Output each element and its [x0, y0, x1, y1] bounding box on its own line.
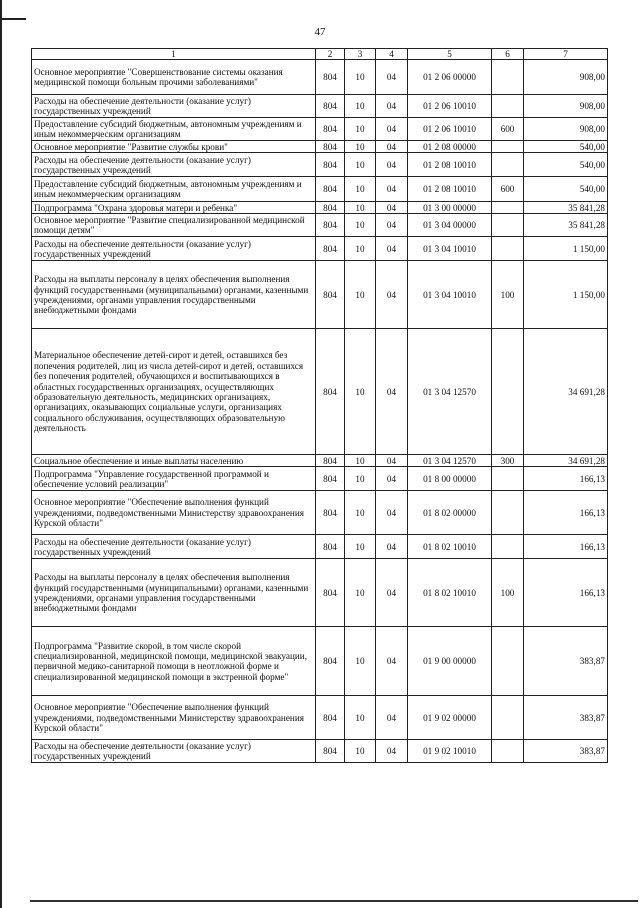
- row-description: Подпрограмма "Развитие скорой, в том числе скорой специализированной, медицинской помощи, медицинской эвакуации, первичной медико-санитарной помощи в неотложной форме и специализированной медицинской помощи в экстренной форме": [32, 627, 316, 696]
- row-expense-type: [492, 740, 524, 763]
- row-section: 10: [345, 740, 376, 763]
- row-target-code: 01 2 06 00000: [408, 60, 492, 95]
- row-subsection: 04: [376, 455, 408, 467]
- row-ministry-code: 804: [316, 237, 345, 261]
- row-target-code: 01 8 02 10010: [408, 559, 492, 627]
- header-row: [32, 49, 608, 60]
- row-description: Основное мероприятие "Обеспечение выполнения функций учреждениями, подведомственными Министерству здравоохранения Курской области": [32, 491, 316, 535]
- row-subsection: 04: [376, 261, 408, 329]
- row-target-code: 01 3 04 10010: [408, 237, 492, 261]
- row-expense-type: [492, 627, 524, 696]
- table-row: [32, 177, 608, 202]
- row-subsection: 04: [376, 491, 408, 535]
- row-expense-type: [492, 491, 524, 535]
- row-target-code: 01 9 02 00000: [408, 696, 492, 740]
- row-ministry-code: 804: [316, 261, 345, 329]
- header-col-5: 5: [408, 49, 492, 60]
- row-subsection: 04: [376, 153, 408, 177]
- row-target-code: 01 2 06 10010: [408, 95, 492, 118]
- header-col-4: 4: [376, 49, 408, 60]
- row-amount: 1 150,00: [524, 237, 608, 261]
- row-amount: 166,13: [524, 467, 608, 491]
- row-subsection: 04: [376, 95, 408, 118]
- row-ministry-code: 804: [316, 60, 345, 95]
- row-target-code: 01 3 04 12570: [408, 455, 492, 467]
- row-description: Подпрограмма "Охрана здоровья матери и ребенка": [32, 202, 316, 214]
- row-ministry-code: 804: [316, 696, 345, 740]
- header-col-3: 3: [345, 49, 376, 60]
- row-section: 10: [345, 696, 376, 740]
- row-expense-type: 600: [492, 118, 524, 141]
- row-amount: 540,00: [524, 153, 608, 177]
- header-col-6: 6: [492, 49, 524, 60]
- row-subsection: 04: [376, 177, 408, 202]
- row-description: Расходы на выплаты персоналу в целях обеспечения выполнения функций государственными (муниципальными) органами, казенными учреждениями, органами управления государственными внебюджетными фондами: [32, 261, 316, 329]
- page-number: 47: [314, 26, 326, 38]
- row-section: 10: [345, 455, 376, 467]
- table-row: [32, 491, 608, 535]
- row-description: Материальное обеспечение детей-сирот и детей, оставшихся без попечения родителей, лиц из числа детей-сирот и детей, оставшихся без попечения родителей, обучающихся и воспитывающихся в областных государственных организациях, осуществляющих образовательную деятельность, медицинских организациях, организациях, оказывающих социальные услуги, организациях социального обслуживания, осуществляющих образовательную деятельность: [32, 329, 316, 455]
- row-expense-type: [492, 535, 524, 559]
- row-amount: 35 841,28: [524, 214, 608, 237]
- table-row: [32, 141, 608, 153]
- row-section: 10: [345, 214, 376, 237]
- row-description: Расходы на обеспечение деятельности (оказание услуг) государственных учреждений: [32, 153, 316, 177]
- row-expense-type: [492, 329, 524, 455]
- row-subsection: 04: [376, 535, 408, 559]
- row-description: Расходы на обеспечение деятельности (оказание услуг) государственных учреждений: [32, 740, 316, 763]
- row-section: 10: [345, 467, 376, 491]
- row-target-code: 01 3 04 00000: [408, 214, 492, 237]
- row-description: Основное мероприятие "Развитие специализированной медицинской помощи детям": [32, 214, 316, 237]
- row-amount: 34 691,28: [524, 329, 608, 455]
- row-expense-type: [492, 237, 524, 261]
- row-expense-type: [492, 95, 524, 118]
- row-amount: 540,00: [524, 177, 608, 202]
- row-ministry-code: 804: [316, 491, 345, 535]
- row-description: Расходы на обеспечение деятельности (оказание услуг) государственных учреждений: [32, 95, 316, 118]
- table-row: [32, 535, 608, 559]
- row-description: Предоставление субсидий бюджетным, автономным учреждениям и иным некоммерческим организациям: [32, 118, 316, 141]
- table-row: [32, 95, 608, 118]
- row-target-code: 01 2 08 10010: [408, 153, 492, 177]
- row-section: 10: [345, 95, 376, 118]
- row-amount: 908,00: [524, 95, 608, 118]
- row-target-code: 01 9 02 10010: [408, 740, 492, 763]
- row-expense-type: [492, 214, 524, 237]
- table-row: [32, 329, 608, 455]
- row-subsection: 04: [376, 118, 408, 141]
- table-row: [32, 214, 608, 237]
- table-row: [32, 559, 608, 627]
- table-row: [32, 60, 608, 95]
- row-description: Предоставление субсидий бюджетным, автономным учреждениям и иным некоммерческим организациям: [32, 177, 316, 202]
- row-section: 10: [345, 237, 376, 261]
- row-ministry-code: 804: [316, 740, 345, 763]
- row-ministry-code: 804: [316, 467, 345, 491]
- row-amount: 383,87: [524, 627, 608, 696]
- budget-table: [31, 48, 608, 763]
- row-subsection: 04: [376, 141, 408, 153]
- row-subsection: 04: [376, 60, 408, 95]
- row-expense-type: 100: [492, 559, 524, 627]
- row-description: Расходы на обеспечение деятельности (оказание услуг) государственных учреждений: [32, 535, 316, 559]
- row-section: 10: [345, 177, 376, 202]
- scan-bottom-edge: [30, 900, 638, 902]
- row-ministry-code: 804: [316, 177, 345, 202]
- row-section: 10: [345, 329, 376, 455]
- header-col-1: 1: [32, 49, 316, 60]
- row-amount: 383,87: [524, 740, 608, 763]
- row-target-code: 01 3 00 00000: [408, 202, 492, 214]
- row-ministry-code: 804: [316, 329, 345, 455]
- row-section: 10: [345, 559, 376, 627]
- row-subsection: 04: [376, 696, 408, 740]
- row-amount: 166,13: [524, 559, 608, 627]
- row-ministry-code: 804: [316, 214, 345, 237]
- row-ministry-code: 804: [316, 455, 345, 467]
- row-section: 10: [345, 261, 376, 329]
- row-amount: 383,87: [524, 696, 608, 740]
- scan-left-edge: [0, 0, 2, 908]
- row-subsection: 04: [376, 627, 408, 696]
- row-ministry-code: 804: [316, 202, 345, 214]
- row-description: Основное мероприятие "Совершенствование системы оказания медицинской помощи больным прочими заболеваниями": [32, 60, 316, 95]
- row-subsection: 04: [376, 329, 408, 455]
- row-amount: 908,00: [524, 118, 608, 141]
- row-ministry-code: 804: [316, 118, 345, 141]
- table-row: [32, 696, 608, 740]
- row-section: 10: [345, 60, 376, 95]
- row-ministry-code: 804: [316, 95, 345, 118]
- row-amount: 35 841,28: [524, 202, 608, 214]
- row-amount: 166,13: [524, 491, 608, 535]
- row-section: 10: [345, 153, 376, 177]
- row-ministry-code: 804: [316, 535, 345, 559]
- row-expense-type: 300: [492, 455, 524, 467]
- row-section: 10: [345, 491, 376, 535]
- row-section: 10: [345, 627, 376, 696]
- row-amount: 908,00: [524, 60, 608, 95]
- table-row: [32, 467, 608, 491]
- row-amount: 34 691,28: [524, 455, 608, 467]
- row-target-code: 01 2 06 10010: [408, 118, 492, 141]
- row-subsection: 04: [376, 467, 408, 491]
- row-target-code: 01 8 00 00000: [408, 467, 492, 491]
- row-ministry-code: 804: [316, 627, 345, 696]
- row-target-code: 01 2 08 00000: [408, 141, 492, 153]
- table-row: [32, 237, 608, 261]
- table-row: [32, 740, 608, 763]
- row-ministry-code: 804: [316, 141, 345, 153]
- table-row: [32, 261, 608, 329]
- header-col-2: 2: [316, 49, 345, 60]
- table-row: [32, 455, 608, 467]
- row-description: Основное мероприятие "Развитие службы крови": [32, 141, 316, 153]
- row-description: Социальное обеспечение и иные выплаты населению: [32, 455, 316, 467]
- row-subsection: 04: [376, 559, 408, 627]
- row-ministry-code: 804: [316, 559, 345, 627]
- row-expense-type: [492, 467, 524, 491]
- row-target-code: 01 3 04 12570: [408, 329, 492, 455]
- row-target-code: 01 3 04 10010: [408, 261, 492, 329]
- row-expense-type: [492, 141, 524, 153]
- table-row: [32, 627, 608, 696]
- row-section: 10: [345, 141, 376, 153]
- row-description: Расходы на обеспечение деятельности (оказание услуг) государственных учреждений: [32, 237, 316, 261]
- row-expense-type: [492, 202, 524, 214]
- row-section: 10: [345, 118, 376, 141]
- row-amount: 540,00: [524, 141, 608, 153]
- table-row: [32, 118, 608, 141]
- row-subsection: 04: [376, 202, 408, 214]
- row-target-code: 01 9 00 00000: [408, 627, 492, 696]
- row-amount: 1 150,00: [524, 261, 608, 329]
- row-description: Расходы на выплаты персоналу в целях обеспечения выполнения функций государственными (муниципальными) органами, казенными учреждениями, органами управления государственными внебюджетными фондами: [32, 559, 316, 627]
- row-subsection: 04: [376, 214, 408, 237]
- row-description: Подпрограмма "Управление государственной программой и обеспечение условий реализации": [32, 467, 316, 491]
- row-subsection: 04: [376, 740, 408, 763]
- row-section: 10: [345, 535, 376, 559]
- row-expense-type: [492, 60, 524, 95]
- row-subsection: 04: [376, 237, 408, 261]
- row-expense-type: [492, 696, 524, 740]
- table-row: [32, 202, 608, 214]
- row-section: 10: [345, 202, 376, 214]
- row-expense-type: 600: [492, 177, 524, 202]
- table-row: [32, 153, 608, 177]
- row-target-code: 01 8 02 00000: [408, 491, 492, 535]
- row-target-code: 01 2 08 10010: [408, 177, 492, 202]
- table-body: [32, 60, 608, 763]
- row-target-code: 01 8 02 10010: [408, 535, 492, 559]
- row-ministry-code: 804: [316, 153, 345, 177]
- row-description: Основное мероприятие "Обеспечение выполнения функций учреждениями, подведомственными Министерству здравоохранения Курской области": [32, 696, 316, 740]
- row-expense-type: [492, 153, 524, 177]
- header-col-7: 7: [524, 49, 608, 60]
- row-amount: 166,13: [524, 535, 608, 559]
- row-expense-type: 100: [492, 261, 524, 329]
- scan-corner-mark: [0, 0, 26, 20]
